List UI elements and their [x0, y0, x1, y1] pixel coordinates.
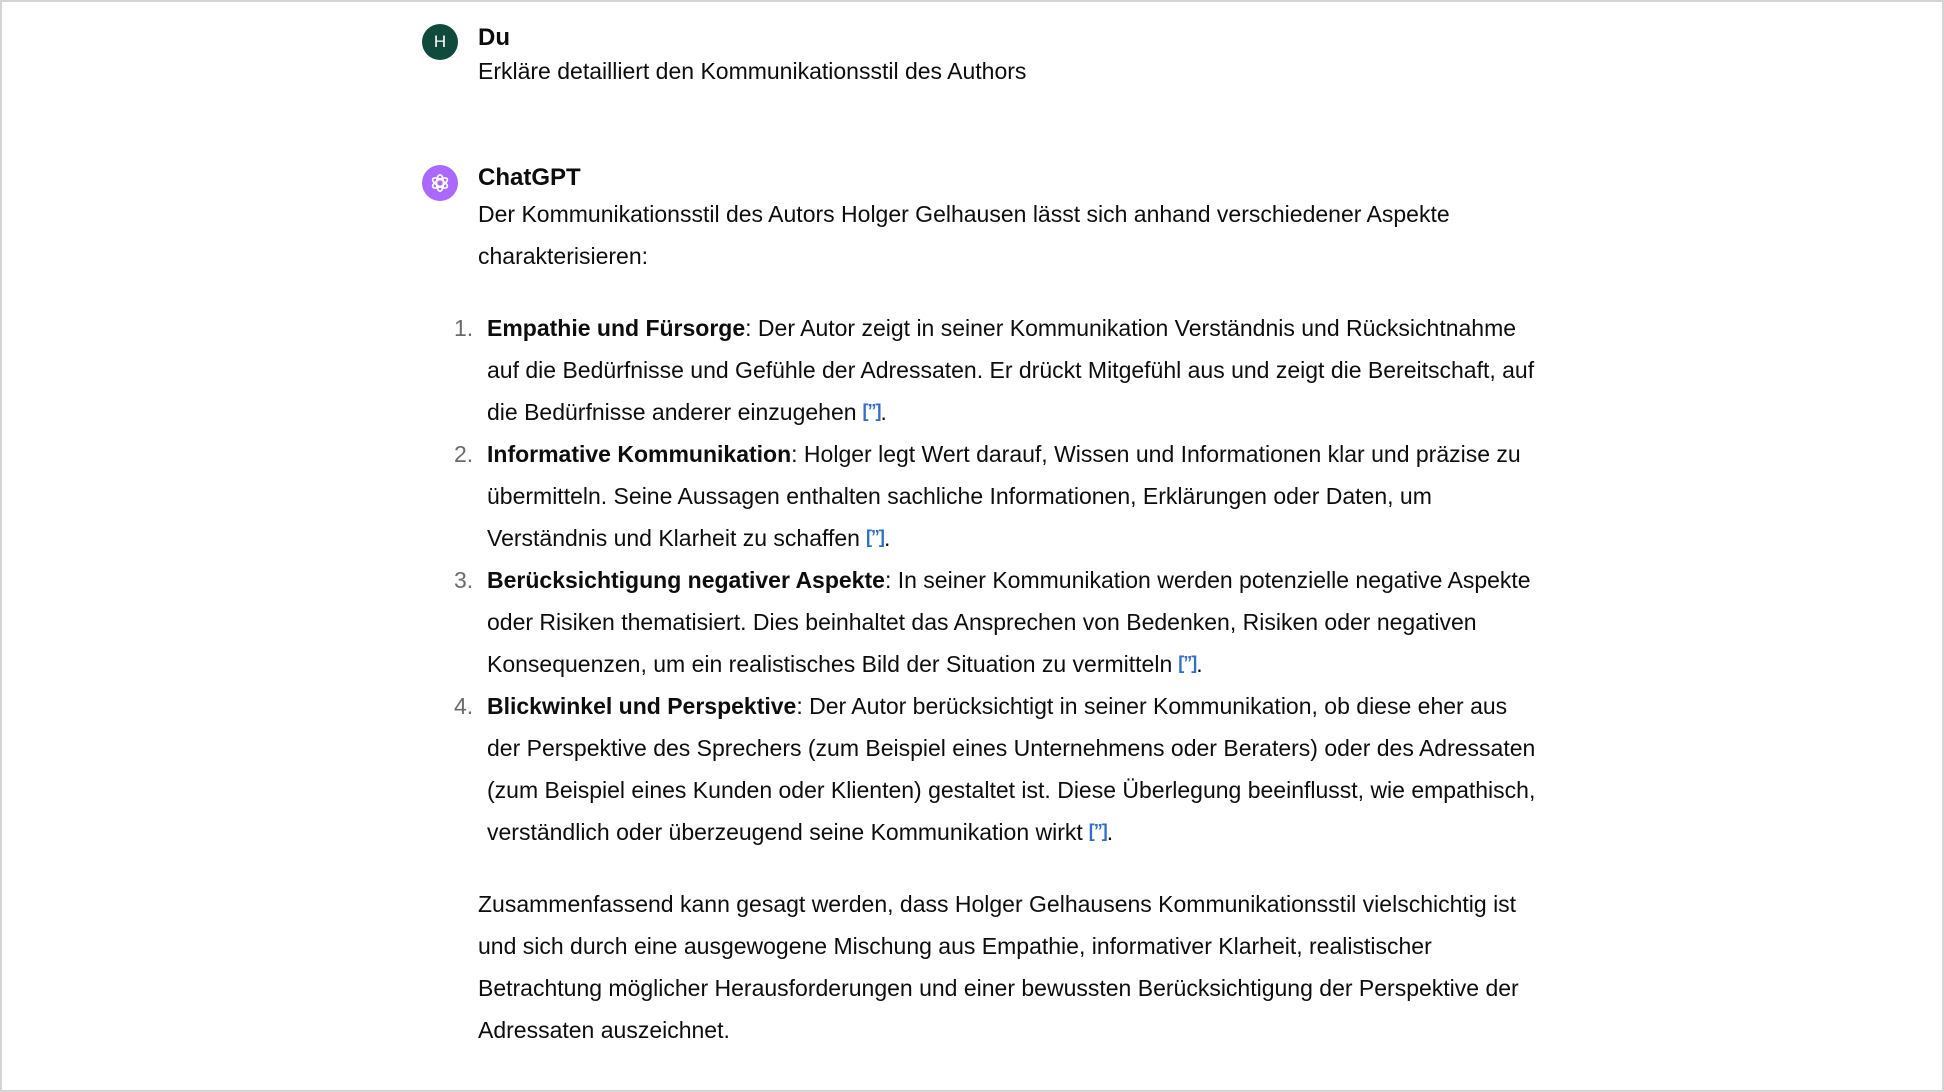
list-item-title: Informative Kommunikation	[487, 441, 792, 467]
list-item-title: Empathie und Fürsorge	[487, 315, 746, 341]
citation-quote-icon[interactable]: [”]	[1178, 652, 1197, 673]
list-item-end: .	[1106, 819, 1114, 845]
list-item-text: : In seiner Kommunikation werden potenzielle negative Aspekte oder Risiken thematisiert. Dies beinhaltet das Ansprechen von Bedenken, Risiken oder negativen Konsequenzen, um ein realistisches Bild der Situation zu vermitteln	[487, 567, 1531, 677]
list-item-text: : Der Autor zeigt in seiner Kommunikation Verständnis und Rücksichtnahme auf die Bedürfnisse und Gefühle der Adressaten. Er drückt Mitgefühl aus und zeigt die Bereitschaft, auf die Bedürfnisse anderer einzugehen	[487, 315, 1535, 425]
list-item-end: .	[883, 525, 891, 551]
aspects-list	[454, 307, 1538, 853]
citation-quote-icon[interactable]: [”]	[862, 400, 881, 421]
user-author-name: Du	[478, 24, 510, 51]
list-item	[454, 307, 1538, 433]
assistant-intro-paragraph: Der Kommunikationsstil des Autors Holger Gelhausen lässt sich anhand verschiedener Aspekte charakterisieren:	[478, 201, 1450, 269]
list-item-number: 4.	[454, 693, 474, 719]
list-item-text: : Der Autor berücksichtigt in seiner Kommunikation, ob diese eher aus der Perspektive des Sprechers (zum Beispiel eines Unternehmens oder Beraters) oder des Adressaten (zum Beispiel eines Kunden oder Klienten) gestaltet ist. Diese Überlegung beeinflusst, wie empathisch, verständlich oder überzeugend seine Kommunikation wirkt	[487, 693, 1536, 845]
user-message-text: Erkläre detailliert den Kommunikationsstil des Authors	[478, 58, 1027, 84]
citation-quote-icon[interactable]: [”]	[865, 526, 884, 547]
list-item-end: .	[1196, 651, 1203, 677]
user-avatar	[422, 24, 458, 60]
assistant-author-name: ChatGPT	[478, 164, 581, 191]
assistant-avatar	[422, 165, 458, 201]
openai-logo-icon	[427, 170, 453, 196]
assistant-summary-paragraph: Zusammenfassend kann gesagt werden, dass Holger Gelhausens Kommunikationsstil vielschichtig ist und sich durch eine ausgewogene Mischung aus Empathie, informativer Klarheit, realistischer Betrachtung möglicher Herausforderungen und einer bewussten Berücksichtigung der Perspektive der Adressaten auszeichnet.	[478, 891, 1519, 1043]
list-item-end: .	[880, 399, 887, 425]
list-item-text: : Holger legt Wert darauf, Wissen und Informationen klar und präzise zu übermitteln. Seine Aussagen enthalten sachliche Informationen, Erklärungen oder Daten, um Verständnis und Klarheit zu schaffen	[487, 441, 1521, 551]
list-item	[454, 433, 1538, 559]
list-item-title: Blickwinkel und Perspektive	[487, 693, 797, 719]
list-item	[454, 685, 1538, 853]
user-avatar-letter: H	[433, 32, 447, 51]
list-item-number: 3.	[454, 567, 474, 593]
assistant-message-content	[454, 163, 1538, 1051]
user-message-content	[478, 23, 1538, 89]
list-item-number: 2.	[454, 441, 474, 467]
list-item	[454, 559, 1538, 685]
list-item-number: 1.	[454, 315, 474, 341]
citation-quote-icon[interactable]: [”]	[1088, 820, 1107, 841]
list-item-title: Berücksichtigung negativer Aspekte	[487, 567, 885, 593]
